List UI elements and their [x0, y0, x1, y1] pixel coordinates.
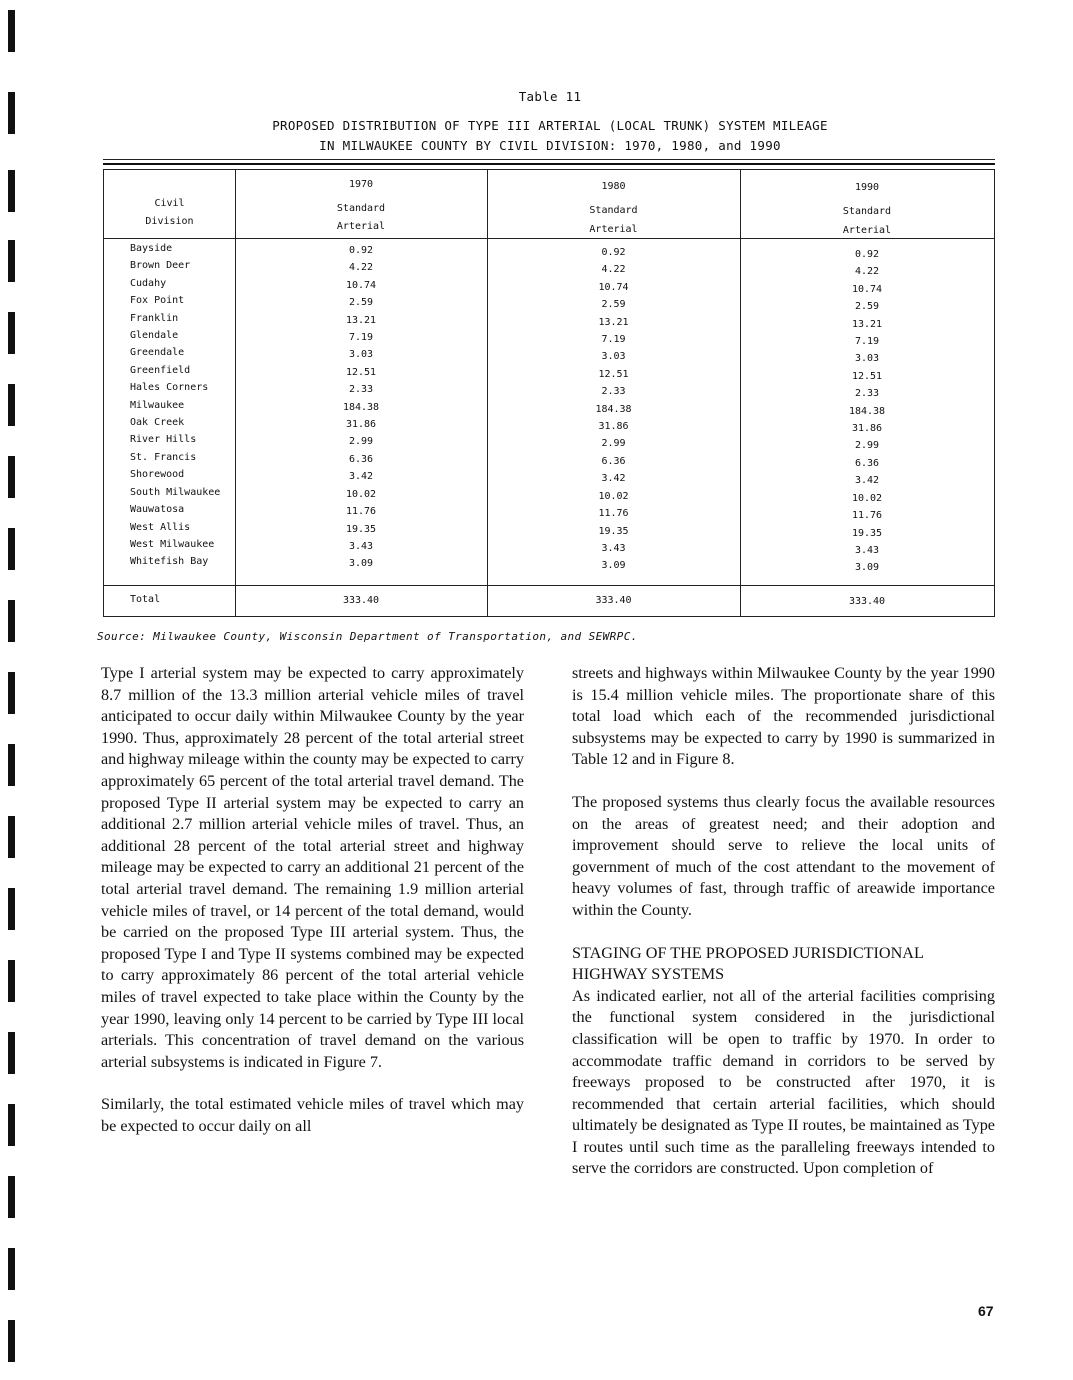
header-sub-line2: Arterial — [842, 225, 892, 236]
value-1990: 12.51 — [851, 370, 883, 382]
value-1990: 0.92 — [854, 249, 880, 260]
header-year-1970: 1970 — [348, 179, 374, 190]
table-title-line2: IN MILWAUKEE COUNTY BY CIVIL DIVISION: 1970, 1980, and 1990 — [319, 138, 781, 153]
binding-mark — [8, 960, 15, 1002]
division-name: Brown Deer — [130, 260, 191, 272]
value-1980: 3.03 — [601, 351, 626, 363]
header-sub-line2: Arterial — [336, 221, 386, 232]
header-division — [104, 195, 235, 231]
mileage-table — [103, 169, 995, 617]
division-name: West Allis — [130, 521, 191, 533]
division-name: Cudahy — [130, 277, 167, 289]
value-1970: 3.03 — [348, 349, 374, 361]
value-1970: 2.59 — [348, 297, 374, 309]
division-name: Shorewood — [130, 469, 185, 481]
division-name: Oak Creek — [130, 417, 185, 429]
table-source-note: Source: Milwaukee County, Wisconsin Department of Transportation, and SEWRPC. — [97, 630, 638, 643]
value-1990: 6.36 — [854, 457, 880, 469]
value-1970: 12.51 — [345, 366, 377, 378]
table-number: Table 11 — [518, 89, 582, 104]
binding-mark — [8, 384, 15, 426]
total-1980: 333.40 — [595, 595, 632, 606]
division-name: West Milwaukee — [130, 538, 215, 550]
value-1980: 31.86 — [598, 421, 629, 433]
value-1980: 19.35 — [598, 525, 629, 537]
value-1970: 31.86 — [345, 419, 377, 431]
value-1980: 3.43 — [601, 542, 626, 554]
section-heading-line2: HIGHWAY SYSTEMS — [572, 965, 725, 984]
binding-mark — [8, 600, 15, 642]
value-1990: 3.43 — [854, 544, 880, 556]
header-sub-line1: Standard — [336, 203, 386, 214]
value-1970: 11.76 — [345, 506, 377, 518]
binding-mark — [8, 816, 15, 858]
section-heading — [572, 943, 995, 986]
binding-mark — [8, 1032, 15, 1074]
header-1970 — [235, 176, 487, 236]
value-1980: 184.38 — [595, 403, 632, 415]
value-1970: 10.02 — [345, 488, 377, 500]
value-1990: 2.59 — [854, 301, 880, 313]
value-1980: 6.36 — [601, 455, 626, 467]
value-1990: 19.35 — [851, 527, 883, 539]
value-1990: 10.74 — [851, 283, 883, 295]
header-year-1980: 1980 — [601, 181, 626, 192]
division-name: Bayside — [130, 243, 173, 254]
value-1990: 13.21 — [851, 318, 883, 330]
value-1970: 6.36 — [348, 453, 374, 465]
right-column — [572, 663, 995, 1201]
total-1970: 333.40 — [342, 595, 380, 606]
binding-mark — [8, 888, 15, 930]
value-1990: 3.42 — [854, 475, 880, 487]
division-name: Hales Corners — [130, 382, 209, 394]
header-1980 — [487, 177, 740, 239]
value-1970: 0.92 — [348, 245, 374, 256]
value-1990: 31.86 — [851, 423, 883, 435]
total-divider — [104, 585, 994, 586]
paragraph: Type I arterial system may be expected to carry approximately 8.7 million of the 13.3 million arterial vehicle miles of travel anticipated to occur daily within Milwaukee County by the year 1990. Thus, approximately 28 percent of the total arterial street and highway mileage within the county may be expected to carry approximately 65 percent of the total arterial travel demand. The proposed Type II arterial system may be expected to carry an additional 2.7 million arterial vehicle miles of travel. Thus, an additional 28 percent of the total arterial street and highway mileage may be expected to carry an additional 21 percent of the total arterial travel demand. The remaining 1.9 million arterial vehicle miles of travel, or 14 percent of the total demand, would be carried on the proposed Type III arterial system. Thus, the proposed Type I and Type II systems combined may be expected to carry approximately 86 percent of the total arterial vehicle miles of travel expected to take place within the County by the year 1990, leaving only 14 percent to be carried by Type III local arterials. This concentration of travel demand on the various arterial subsystems is indicated in Figure 7. — [101, 664, 524, 1071]
header-division-line2: Division — [145, 216, 194, 227]
division-name: South Milwaukee — [130, 486, 221, 498]
division-name: Glendale — [130, 330, 179, 342]
division-name: Greendale — [130, 347, 185, 359]
value-1970: 4.22 — [348, 262, 374, 274]
values-1970-column — [235, 242, 487, 573]
value-1990: 11.76 — [851, 510, 883, 522]
value-1990: 4.22 — [854, 266, 880, 278]
paragraph: streets and highways within Milwaukee County by the year 1990 is 15.4 million vehicle miles. The proportionate share of this total load which each of the recommended jurisdictional subsystems may be expected to carry by 1990 is summarized in Table 12 and in Figure 8. — [572, 664, 995, 769]
binding-mark — [8, 240, 15, 282]
value-1980: 11.76 — [598, 508, 629, 520]
division-name: Milwaukee — [130, 399, 185, 411]
binding-mark — [8, 170, 15, 212]
value-1970: 19.35 — [345, 523, 377, 535]
division-name: Franklin — [130, 312, 179, 324]
binding-mark — [8, 528, 15, 570]
binding-mark — [8, 10, 15, 52]
binding-mark — [8, 1248, 15, 1290]
header-sub-line1: Standard — [842, 206, 892, 217]
value-1980: 2.33 — [601, 386, 626, 398]
division-name: St. Francis — [130, 451, 197, 463]
paragraph: As indicated earlier, not all of the arterial facilities comprising the functional system considered in the jurisdictional classification will be open to traffic by 1970. In order to accommodate traffic demand in corridors to be served by freeways proposed to be constructed after 1970, it is recommended that certain arterial facilities, which should ultimately be designated as Type II routes, be maintained as Type I routes until such time as the paralleling freeways intended to serve the corridors are constructed. Upon completion of — [572, 986, 995, 1178]
binding-mark — [8, 1176, 15, 1218]
total-1990: 333.40 — [848, 596, 886, 607]
table-title-line1: PROPOSED DISTRIBUTION OF TYPE III ARTERIAL (LOCAL TRUNK) SYSTEM MILEAGE — [272, 118, 828, 133]
division-column — [130, 240, 220, 571]
value-1970: 2.33 — [348, 384, 374, 396]
division-name: Whitefish Bay — [130, 556, 209, 568]
binding-mark — [8, 744, 15, 786]
header-division-line1: Civil — [154, 198, 185, 209]
value-1980: 2.59 — [601, 299, 626, 311]
value-1970: 10.74 — [345, 279, 377, 291]
paragraph: Similarly, the total estimated vehicle miles of travel which may be expected to occur daily on all — [101, 1095, 524, 1135]
value-1980: 10.74 — [598, 281, 629, 293]
binding-mark — [8, 1320, 15, 1362]
table-top-rule — [103, 159, 995, 160]
value-1990: 184.38 — [848, 405, 886, 417]
value-1990: 2.99 — [854, 440, 880, 452]
total-label: Total — [130, 594, 161, 605]
binding-mark — [8, 672, 15, 714]
value-1970: 7.19 — [348, 332, 374, 344]
header-1990 — [740, 178, 994, 240]
value-1980: 3.42 — [601, 473, 626, 485]
value-1970: 3.09 — [348, 558, 374, 570]
left-column — [101, 663, 524, 1158]
binding-mark — [8, 1104, 15, 1146]
values-1980-column — [487, 244, 740, 575]
value-1990: 3.09 — [854, 562, 880, 574]
value-1990: 7.19 — [854, 336, 880, 348]
header-year-1990: 1990 — [854, 182, 880, 193]
value-1980: 13.21 — [598, 316, 629, 328]
value-1980: 3.09 — [601, 560, 626, 572]
header-sub-line2: Arterial — [589, 224, 638, 235]
binding-margin — [4, 0, 16, 1380]
value-1970: 13.21 — [345, 314, 377, 326]
value-1980: 7.19 — [601, 334, 626, 346]
division-name: River Hills — [130, 434, 197, 446]
binding-mark — [8, 312, 15, 354]
division-name: Fox Point — [130, 295, 185, 307]
table-top-rule-thick — [103, 163, 995, 165]
binding-mark — [8, 456, 15, 498]
value-1980: 10.02 — [598, 490, 629, 502]
value-1990: 3.03 — [854, 353, 880, 365]
paragraph: The proposed systems thus clearly focus the available resources on the areas of greatest need; and their adoption and improvement should serve to relieve the local units of government of much of the cost attendant to the movement of heavy volumes of fast, through traffic of areawide importance within the County. — [572, 792, 995, 919]
value-1970: 184.38 — [342, 401, 380, 413]
page-number: 67 — [978, 1303, 994, 1319]
value-1980: 2.99 — [601, 438, 626, 450]
section-heading-line1: STAGING OF THE PROPOSED JURISDICTIONAL — [572, 943, 924, 962]
division-name: Greenfield — [130, 364, 191, 376]
value-1980: 12.51 — [598, 368, 629, 380]
value-1970: 3.42 — [348, 471, 374, 483]
value-1990: 10.02 — [851, 492, 883, 504]
value-1980: 0.92 — [601, 247, 626, 258]
value-1970: 3.43 — [348, 540, 374, 552]
division-name: Wauwatosa — [130, 504, 185, 516]
value-1970: 2.99 — [348, 436, 374, 448]
value-1980: 4.22 — [601, 264, 626, 276]
value-1990: 2.33 — [854, 388, 880, 400]
header-sub-line1: Standard — [589, 205, 638, 216]
values-1990-column — [740, 246, 994, 577]
